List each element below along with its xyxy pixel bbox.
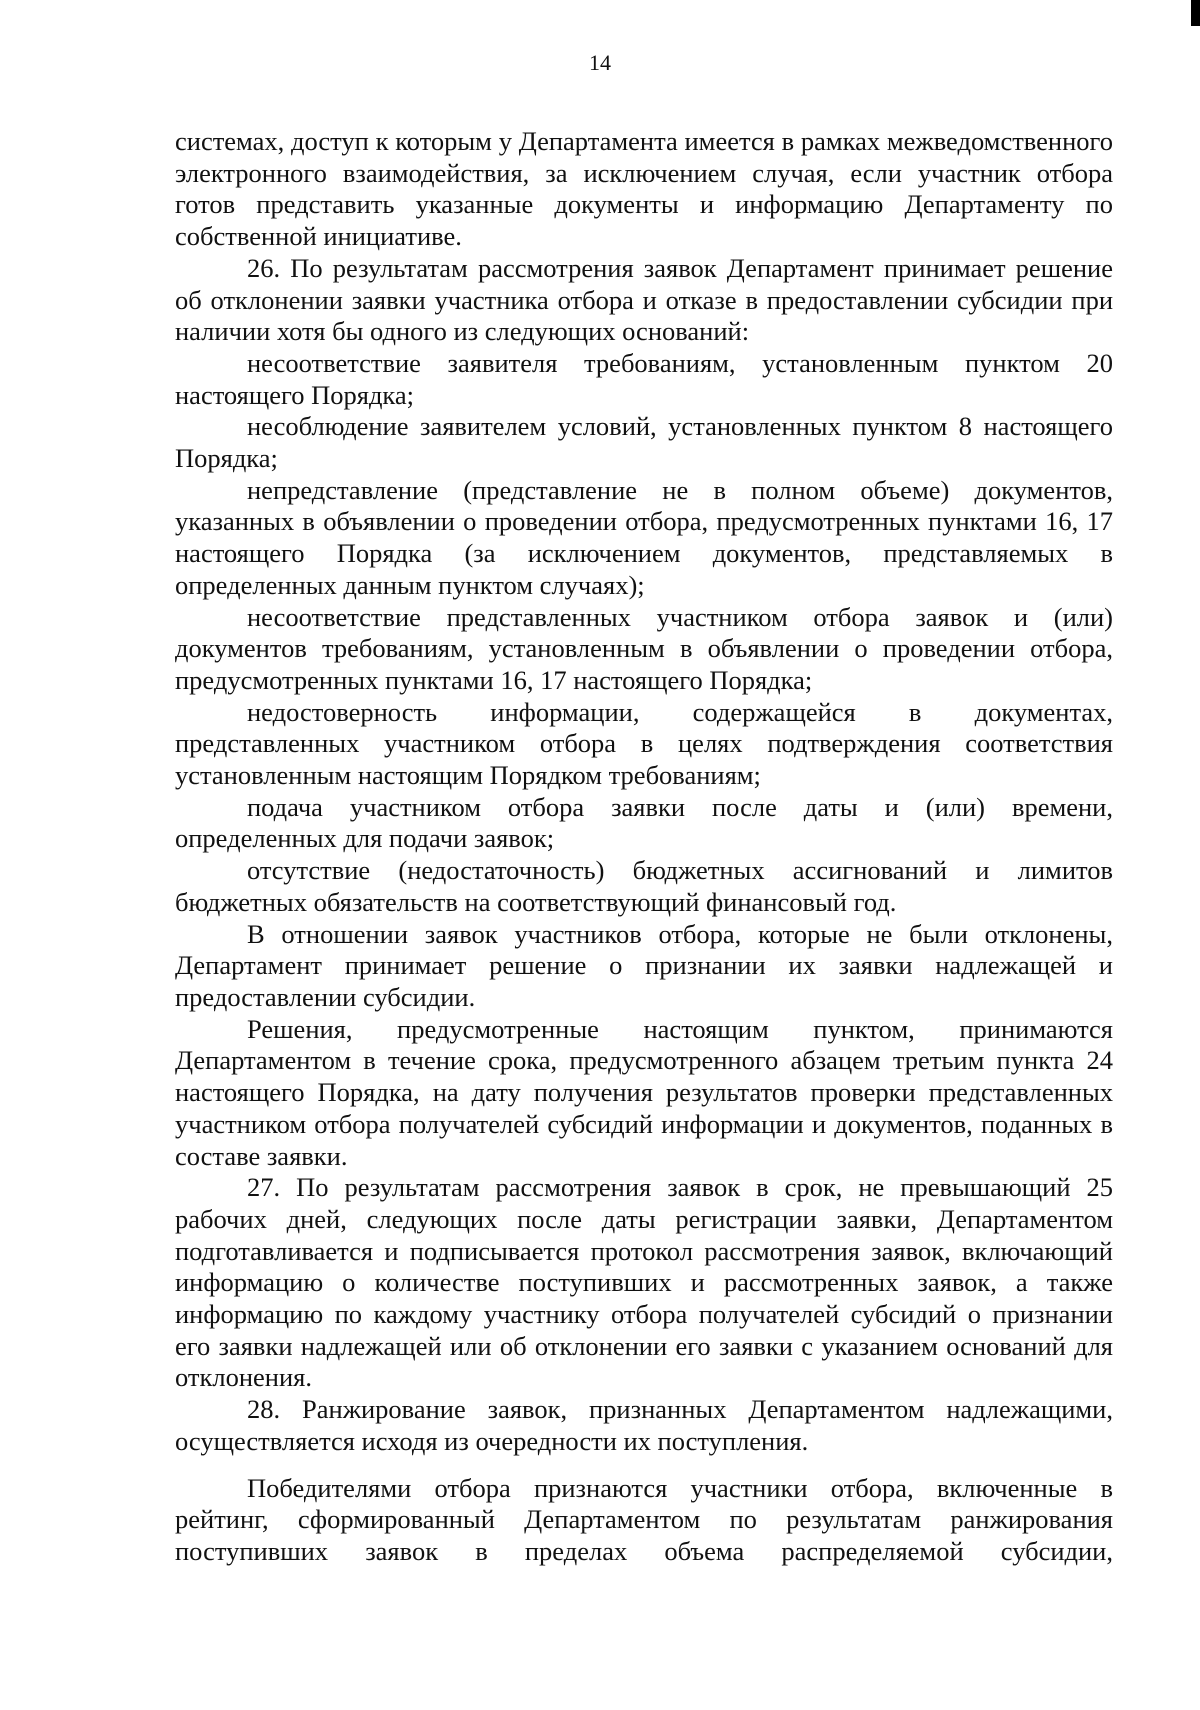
paragraph-continuation: системах, доступ к которым у Департамента имеется в рамках межведомственного электронного взаимодействия, за исключением случая, если участник отбора готов представить указанные документы и информацию Департаменту по собственной инициативе. bbox=[175, 126, 1113, 252]
paragraph-not-rejected: В отношении заявок участников отбора, которые не были отклонены, Департамент принимает решение о признании их заявки надлежащей и предоставлении субсидии. bbox=[175, 918, 1113, 1012]
paragraph-ground-late-submission: подача участником отбора заявки после даты и (или) времени, определенных для подачи заявок; bbox=[175, 791, 1113, 854]
paragraph-ground-budget: отсутствие (недостаточность) бюджетных ассигнований и лимитов бюджетных обязательств на соответствующий финансовый год. bbox=[175, 855, 1113, 917]
document-body bbox=[175, 126, 1113, 1568]
paragraph-ground-unreliability: недостоверность информации, содержащейся в документах, представленных участником отбора в целях подтверждения соответствия установленным настоящим Порядком требованиям; bbox=[175, 696, 1113, 791]
paragraph-item-28: 28. Ранжирование заявок, признанных Департаментом надлежащими, осуществляется исходя из очередности их поступления. bbox=[175, 1394, 1113, 1456]
paragraph-ground-conditions: несоблюдение заявителем условий, установленных пунктом 8 настоящего Порядка; bbox=[175, 411, 1113, 474]
paragraph-decisions: Решения, предусмотренные настоящим пунктом, принимаются Департаментом в течение срока, предусмотренного абзацем третьим пункта 24 настоящего Порядка, на дату получения результатов проверки представленных участником отбора получателей субсидий информации и документов, поданных в составе заявки. bbox=[175, 1013, 1113, 1171]
paragraph-ground-nonconformity: несоответствие представленных участником отбора заявок и (или) документов требованиям, установленным в объявлении о проведении отбора, предусмотренных пунктами 16, 17 настоящего Порядка; bbox=[175, 601, 1113, 695]
page-number: 14 bbox=[589, 50, 611, 75]
paragraph-winners: Победителями отбора признаются участники отбора, включенные в рейтинг, сформированный Департаментом по результатам ранжирования поступивших заявок в пределах объема распределяемой субсидии, bbox=[175, 1472, 1113, 1566]
paragraph-ground-requirements: несоответствие заявителя требованиям, установленным пунктом 20 настоящего Порядка; bbox=[175, 347, 1113, 410]
paragraph-item-26: 26. По результатам рассмотрения заявок Департамент принимает решение об отклонении заявки участника отбора и отказе в предоставлении субсидии при наличии хотя бы одного из следующих оснований: bbox=[175, 252, 1113, 347]
paragraph-item-27: 27. По результатам рассмотрения заявок в срок, не превышающий 25 рабочих дней, следующих после даты регистрации заявки, Департаментом подготавливается и подписывается протокол рассмотрения заявок, включающий информацию о количестве поступивших и рассмотренных заявок, а также информацию по каждому участнику отбора получателей субсидий о признании его заявки надлежащей или об отклонении его заявки с указанием оснований для отклонения. bbox=[175, 1172, 1113, 1393]
scan-corner-mark bbox=[1191, 0, 1200, 26]
paragraph-ground-documents: непредставление (представление не в полном объеме) документов, указанных в объявлении о проведении отбора, предусмотренных пунктами 16, 17 настоящего Порядка (за исключением документов, представляемых в определенных данным пунктом случаях); bbox=[175, 474, 1113, 600]
